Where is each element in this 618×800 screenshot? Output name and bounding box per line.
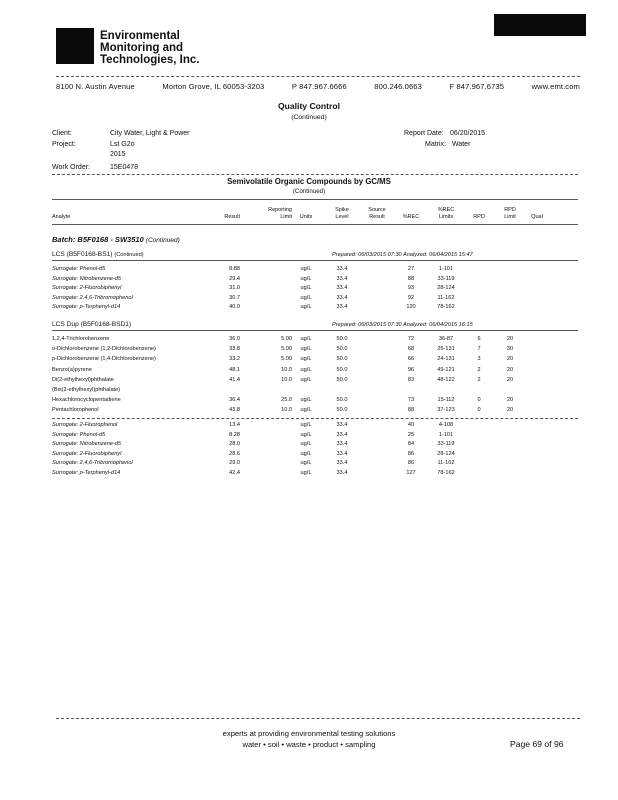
table-row bbox=[52, 422, 582, 430]
lcsdup-heading bbox=[52, 321, 131, 328]
lcs-prepared: Prepared: 06/03/2015 07:30 Analyzed: 06/04/2015 15:47 bbox=[332, 252, 473, 258]
table-header-border bbox=[52, 224, 578, 225]
table-row bbox=[52, 387, 582, 395]
col-reporting-limit-line1: Reporting bbox=[268, 207, 292, 213]
footer-tagline: experts at providing environmental testing solutions bbox=[222, 729, 396, 738]
cell-rpdlim: 20 bbox=[506, 376, 514, 383]
address-street: 8100 N. Austin Avenue bbox=[56, 82, 135, 91]
batch-suffix: (Continued) bbox=[145, 237, 180, 244]
col-reporting-limit bbox=[256, 207, 292, 221]
cell-analyte: p-Dichlorobenzene (1,4-Dichlorobenzene) bbox=[52, 356, 156, 363]
cell-result: 43.8 bbox=[229, 407, 240, 414]
cell-analyte: Benzo(a)pyrene bbox=[52, 366, 92, 373]
cell-result: 36.0 bbox=[229, 336, 240, 342]
cell-rec: 86 bbox=[407, 460, 415, 467]
cell-analyte: Surrogate: p-Terphenyl-d14 bbox=[52, 470, 121, 476]
matrix-label: Matrix: bbox=[425, 141, 446, 148]
cell-spike: 50.0 bbox=[336, 397, 348, 404]
cell-limits: 78-162 bbox=[437, 470, 455, 476]
cell-units: ug/L bbox=[300, 431, 312, 438]
col-rpd-limit-line2: Limit bbox=[504, 214, 516, 220]
client-label: Client: bbox=[52, 130, 72, 137]
lcsdup-prepared: Prepared: 06/03/2015 07:30 Analyzed: 06/04/2015 16:15 bbox=[332, 322, 473, 328]
cell-units: ug/L bbox=[300, 266, 312, 272]
cell-spike: 33.4 bbox=[336, 422, 348, 428]
cell-units: ug/L bbox=[300, 376, 312, 383]
table-top-border bbox=[52, 199, 578, 200]
cell-rec: 84 bbox=[407, 441, 415, 448]
footer-divider bbox=[56, 718, 580, 719]
cell-spike: 33.4 bbox=[336, 431, 348, 438]
cell-limits: 11-162 bbox=[437, 294, 455, 301]
cell-spike: 33.4 bbox=[336, 275, 348, 282]
company-name-line-3: Technologies, Inc. bbox=[100, 54, 200, 66]
cell-rl: 5.00 bbox=[281, 356, 292, 363]
cell-limits: 33-119 bbox=[437, 275, 455, 282]
table-row bbox=[52, 407, 582, 415]
cell-analyte: Pentachlorophenol bbox=[52, 407, 99, 414]
lcsdup-label: LCS Dup (B5F0168-BSD1) bbox=[52, 321, 132, 328]
cell-limits: 28-124 bbox=[437, 285, 455, 292]
cell-result: 28.0 bbox=[229, 441, 240, 448]
address-fax: F 847.967.6735 bbox=[449, 82, 505, 91]
report-date-label: Report Date: bbox=[404, 130, 444, 137]
header-divider bbox=[56, 76, 580, 77]
cell-units: ug/L bbox=[300, 450, 312, 457]
col-rpd-limit-line1: RPD bbox=[504, 207, 516, 213]
cell-rpdlim: 20 bbox=[506, 397, 514, 404]
cell-rpd: 6 bbox=[477, 336, 481, 342]
cell-rec: 73 bbox=[407, 397, 415, 404]
cell-analyte: (Bis(2-ethylhexyl)phthalate) bbox=[52, 387, 121, 393]
col-source-result bbox=[364, 207, 390, 221]
page-subtitle: (Continued) bbox=[291, 114, 327, 121]
col-spike-line2: Level bbox=[335, 214, 349, 220]
lcs-suffix: (Continued) bbox=[114, 252, 144, 258]
address-website: www.emt.com bbox=[531, 82, 580, 91]
cell-limits: 25-131 bbox=[437, 346, 455, 353]
cell-units: ug/L bbox=[300, 422, 312, 428]
cell-rl: 5.00 bbox=[281, 346, 292, 353]
cell-spike: 50.0 bbox=[336, 346, 348, 353]
cell-rpdlim: 20 bbox=[506, 356, 514, 363]
col-source-line2: Result bbox=[369, 214, 385, 220]
work-order-value: 15E0478 bbox=[110, 164, 139, 171]
cell-result: 33.8 bbox=[229, 346, 240, 353]
cell-result: 48.1 bbox=[229, 366, 240, 373]
lcs-heading bbox=[52, 251, 144, 258]
page-number: Page 69 of 96 bbox=[510, 739, 564, 749]
table-row bbox=[52, 397, 582, 405]
cell-spike: 33.4 bbox=[336, 441, 348, 448]
cell-rpdlim: 20 bbox=[506, 336, 514, 342]
cell-rec: 127 bbox=[406, 470, 416, 476]
lcs-divider bbox=[52, 260, 578, 261]
cell-result: 30.7 bbox=[229, 294, 240, 301]
cell-analyte: Surrogate: 2-Fluorophenol bbox=[52, 422, 118, 428]
cell-analyte: Surrogate: Nitrobenzene-d5 bbox=[52, 275, 122, 282]
cell-units: ug/L bbox=[300, 275, 312, 282]
table-row bbox=[52, 336, 582, 344]
cell-units: ug/L bbox=[300, 294, 312, 301]
cell-result: 29.0 bbox=[229, 460, 240, 467]
cell-analyte: o-Dichlorobenzene (1,2-Dichlorobenzene) bbox=[52, 346, 156, 353]
cell-rec: 96 bbox=[407, 366, 415, 373]
cell-units: ug/L bbox=[300, 346, 312, 353]
cell-units: ug/L bbox=[300, 366, 312, 373]
col-rec-limits-line1: %REC bbox=[437, 207, 455, 213]
batch-heading bbox=[52, 235, 180, 244]
table-row bbox=[52, 460, 582, 468]
project-value: Lst G2o bbox=[110, 141, 135, 148]
cell-limits: 1-101 bbox=[438, 431, 454, 438]
col-rpd: RPD bbox=[473, 214, 485, 220]
cell-analyte: Surrogate: 2,4,6-Tribromophenol bbox=[52, 460, 133, 467]
cell-rpd: 0 bbox=[477, 407, 481, 414]
cell-units: ug/L bbox=[300, 441, 312, 448]
cell-spike: 33.4 bbox=[336, 294, 348, 301]
cell-analyte: Surrogate: 2-Fluorobiphenyl bbox=[52, 285, 122, 292]
cell-result: 42.4 bbox=[229, 470, 240, 476]
table-row bbox=[52, 346, 582, 354]
lcsdup-divider bbox=[52, 330, 578, 331]
report-date-value: 06/20/2015 bbox=[450, 130, 486, 137]
cell-result: 8.28 bbox=[229, 431, 240, 438]
cell-rl: 5.00 bbox=[281, 336, 292, 342]
cell-spike: 33.4 bbox=[336, 450, 348, 457]
cell-spike: 50.0 bbox=[336, 376, 348, 383]
cell-limits: 4-108 bbox=[438, 422, 454, 428]
col-rpd-limit bbox=[500, 207, 520, 221]
work-order-label: Work Order: bbox=[52, 164, 90, 171]
company-address bbox=[56, 82, 580, 91]
matrix-value: Water bbox=[452, 141, 471, 148]
cell-spike: 33.4 bbox=[336, 285, 348, 292]
cell-analyte: Surrogate: Nitrobenzene-d5 bbox=[52, 441, 122, 448]
cell-spike: 50.0 bbox=[336, 366, 348, 373]
cell-limits: 24-131 bbox=[437, 356, 455, 363]
table-row bbox=[52, 377, 582, 385]
cell-analyte: Surrogate: p-Terphenyl-d14 bbox=[52, 304, 121, 311]
cell-result: 40.0 bbox=[229, 304, 240, 311]
cell-rec: 88 bbox=[407, 407, 415, 414]
info-divider bbox=[52, 174, 578, 175]
cell-rec: 72 bbox=[407, 336, 415, 342]
cell-result: 36.4 bbox=[229, 397, 240, 404]
cell-rec: 40 bbox=[407, 422, 415, 428]
col-rec: %REC bbox=[402, 214, 420, 220]
table-row bbox=[52, 266, 582, 274]
col-result: Result bbox=[224, 214, 240, 220]
cell-limits: 36-87 bbox=[438, 336, 454, 342]
section-title: Semivolatile Organic Compounds by GC/MS bbox=[227, 177, 391, 186]
cell-rl: 10.0 bbox=[281, 407, 292, 414]
table-row bbox=[52, 276, 582, 284]
cell-analyte: Di(2-ethylhexyl)phthalate bbox=[52, 376, 114, 383]
col-rec-limits-line2: Limits bbox=[438, 214, 454, 220]
project-year: 2015 bbox=[110, 151, 126, 158]
col-rec-limits bbox=[432, 207, 460, 221]
cell-analyte: Hexachlorocyclopentadiene bbox=[52, 397, 121, 404]
cell-rec: 66 bbox=[407, 356, 415, 363]
table-row bbox=[52, 470, 582, 478]
table-row bbox=[52, 441, 582, 449]
surrogate-divider bbox=[52, 418, 578, 419]
table-row bbox=[52, 432, 582, 440]
cell-units: ug/L bbox=[300, 397, 312, 404]
col-spike-level bbox=[330, 207, 354, 221]
cell-rpd: 7 bbox=[477, 346, 481, 353]
col-analyte: Analyte bbox=[52, 214, 71, 220]
cell-analyte: Surrogate: Phenol-d5 bbox=[52, 431, 106, 438]
cell-rec: 92 bbox=[407, 294, 415, 301]
cell-rl: 10.0 bbox=[281, 366, 292, 373]
table-row bbox=[52, 295, 582, 303]
col-reporting-limit-line2: Limit bbox=[280, 214, 292, 220]
table-row bbox=[52, 285, 582, 293]
col-source-line1: Source bbox=[368, 207, 386, 213]
cell-spike: 50.0 bbox=[336, 407, 348, 414]
address-city: Morton Grove, IL 60053-3203 bbox=[162, 82, 265, 91]
address-tollfree: 800.246.0663 bbox=[374, 82, 422, 91]
cell-limits: 28-124 bbox=[437, 450, 455, 457]
page-title: Quality Control bbox=[277, 101, 341, 111]
cell-spike: 33.4 bbox=[336, 460, 348, 467]
cell-rec: 88 bbox=[407, 275, 415, 282]
cell-result: 29.4 bbox=[229, 275, 240, 282]
cell-limits: 48-122 bbox=[437, 376, 455, 383]
cell-spike: 33.4 bbox=[336, 304, 348, 311]
cell-limits: 11-162 bbox=[437, 460, 455, 467]
table-row bbox=[52, 451, 582, 459]
table-row bbox=[52, 304, 582, 312]
cell-rec: 120 bbox=[406, 304, 416, 311]
cell-result: 31.0 bbox=[229, 285, 240, 292]
cell-rpdlim: 20 bbox=[506, 407, 514, 414]
project-label: Project: bbox=[52, 141, 76, 148]
cell-analyte: Surrogate: Phenol-d5 bbox=[52, 266, 106, 272]
company-logo bbox=[56, 28, 94, 64]
cell-spike: 50.0 bbox=[336, 356, 348, 363]
company-name-line-2: Monitoring and bbox=[100, 42, 184, 54]
cell-spike: 33.4 bbox=[336, 470, 348, 476]
cell-analyte: 1,2,4-Trichlorobenzene bbox=[52, 336, 110, 342]
table-row bbox=[52, 367, 582, 375]
cell-rl: 10.0 bbox=[281, 376, 292, 383]
cell-result: 33.2 bbox=[229, 356, 240, 363]
cell-limits: 33-119 bbox=[437, 441, 455, 448]
redaction-block bbox=[494, 14, 586, 36]
cell-rec: 83 bbox=[407, 376, 415, 383]
cell-analyte: Surrogate: 2-Fluorobiphenyl bbox=[52, 450, 122, 457]
col-qual: Qual bbox=[531, 214, 543, 220]
footer-services: water • soil • waste • product • sampling bbox=[242, 740, 376, 749]
cell-spike: 33.4 bbox=[336, 266, 348, 272]
cell-spike: 50.0 bbox=[336, 336, 348, 342]
cell-units: ug/L bbox=[300, 407, 312, 414]
cell-rec: 86 bbox=[407, 450, 415, 457]
client-value: City Water, Light & Power bbox=[110, 130, 190, 137]
cell-result: 41.4 bbox=[229, 376, 240, 383]
cell-rpd: 2 bbox=[477, 366, 481, 373]
cell-rpd: 3 bbox=[477, 356, 481, 363]
address-phone: P 847.967.6666 bbox=[291, 82, 347, 91]
col-units: Units bbox=[299, 214, 313, 220]
cell-result: 8.88 bbox=[229, 266, 240, 272]
table-row bbox=[52, 356, 582, 364]
cell-units: ug/L bbox=[300, 356, 312, 363]
cell-limits: 78-162 bbox=[437, 304, 455, 311]
cell-result: 28.6 bbox=[229, 450, 240, 457]
batch-label: Batch: B5F0168 - SW3510 bbox=[52, 235, 144, 244]
cell-units: ug/L bbox=[300, 470, 312, 476]
cell-rpd: 2 bbox=[477, 376, 481, 383]
cell-analyte: Surrogate: 2,4,6-Tribromophenol bbox=[52, 294, 133, 301]
cell-units: ug/L bbox=[300, 336, 312, 342]
col-spike-line1: Spike bbox=[335, 207, 349, 213]
cell-rec: 25 bbox=[407, 431, 415, 438]
cell-rpdlim: 20 bbox=[506, 366, 514, 373]
cell-rec: 27 bbox=[407, 266, 415, 272]
section-subtitle: (Continued) bbox=[292, 188, 326, 195]
cell-result: 13.4 bbox=[229, 422, 240, 428]
cell-rec: 68 bbox=[407, 346, 415, 353]
cell-limits: 49-121 bbox=[437, 366, 455, 373]
cell-rpd: 0 bbox=[477, 397, 481, 404]
cell-units: ug/L bbox=[300, 304, 312, 311]
lcs-label: LCS (B5F0168-BS1) bbox=[52, 251, 113, 258]
cell-limits: 37-123 bbox=[437, 407, 455, 414]
cell-units: ug/L bbox=[300, 460, 312, 467]
cell-limits: 15-112 bbox=[437, 397, 455, 404]
company-name-line-1: Environmental bbox=[100, 30, 180, 42]
cell-limits: 1-101 bbox=[438, 266, 454, 272]
cell-units: ug/L bbox=[300, 285, 312, 292]
cell-rec: 93 bbox=[407, 285, 415, 292]
cell-rpdlim: 30 bbox=[506, 346, 514, 353]
cell-rl: 25.0 bbox=[281, 397, 292, 404]
